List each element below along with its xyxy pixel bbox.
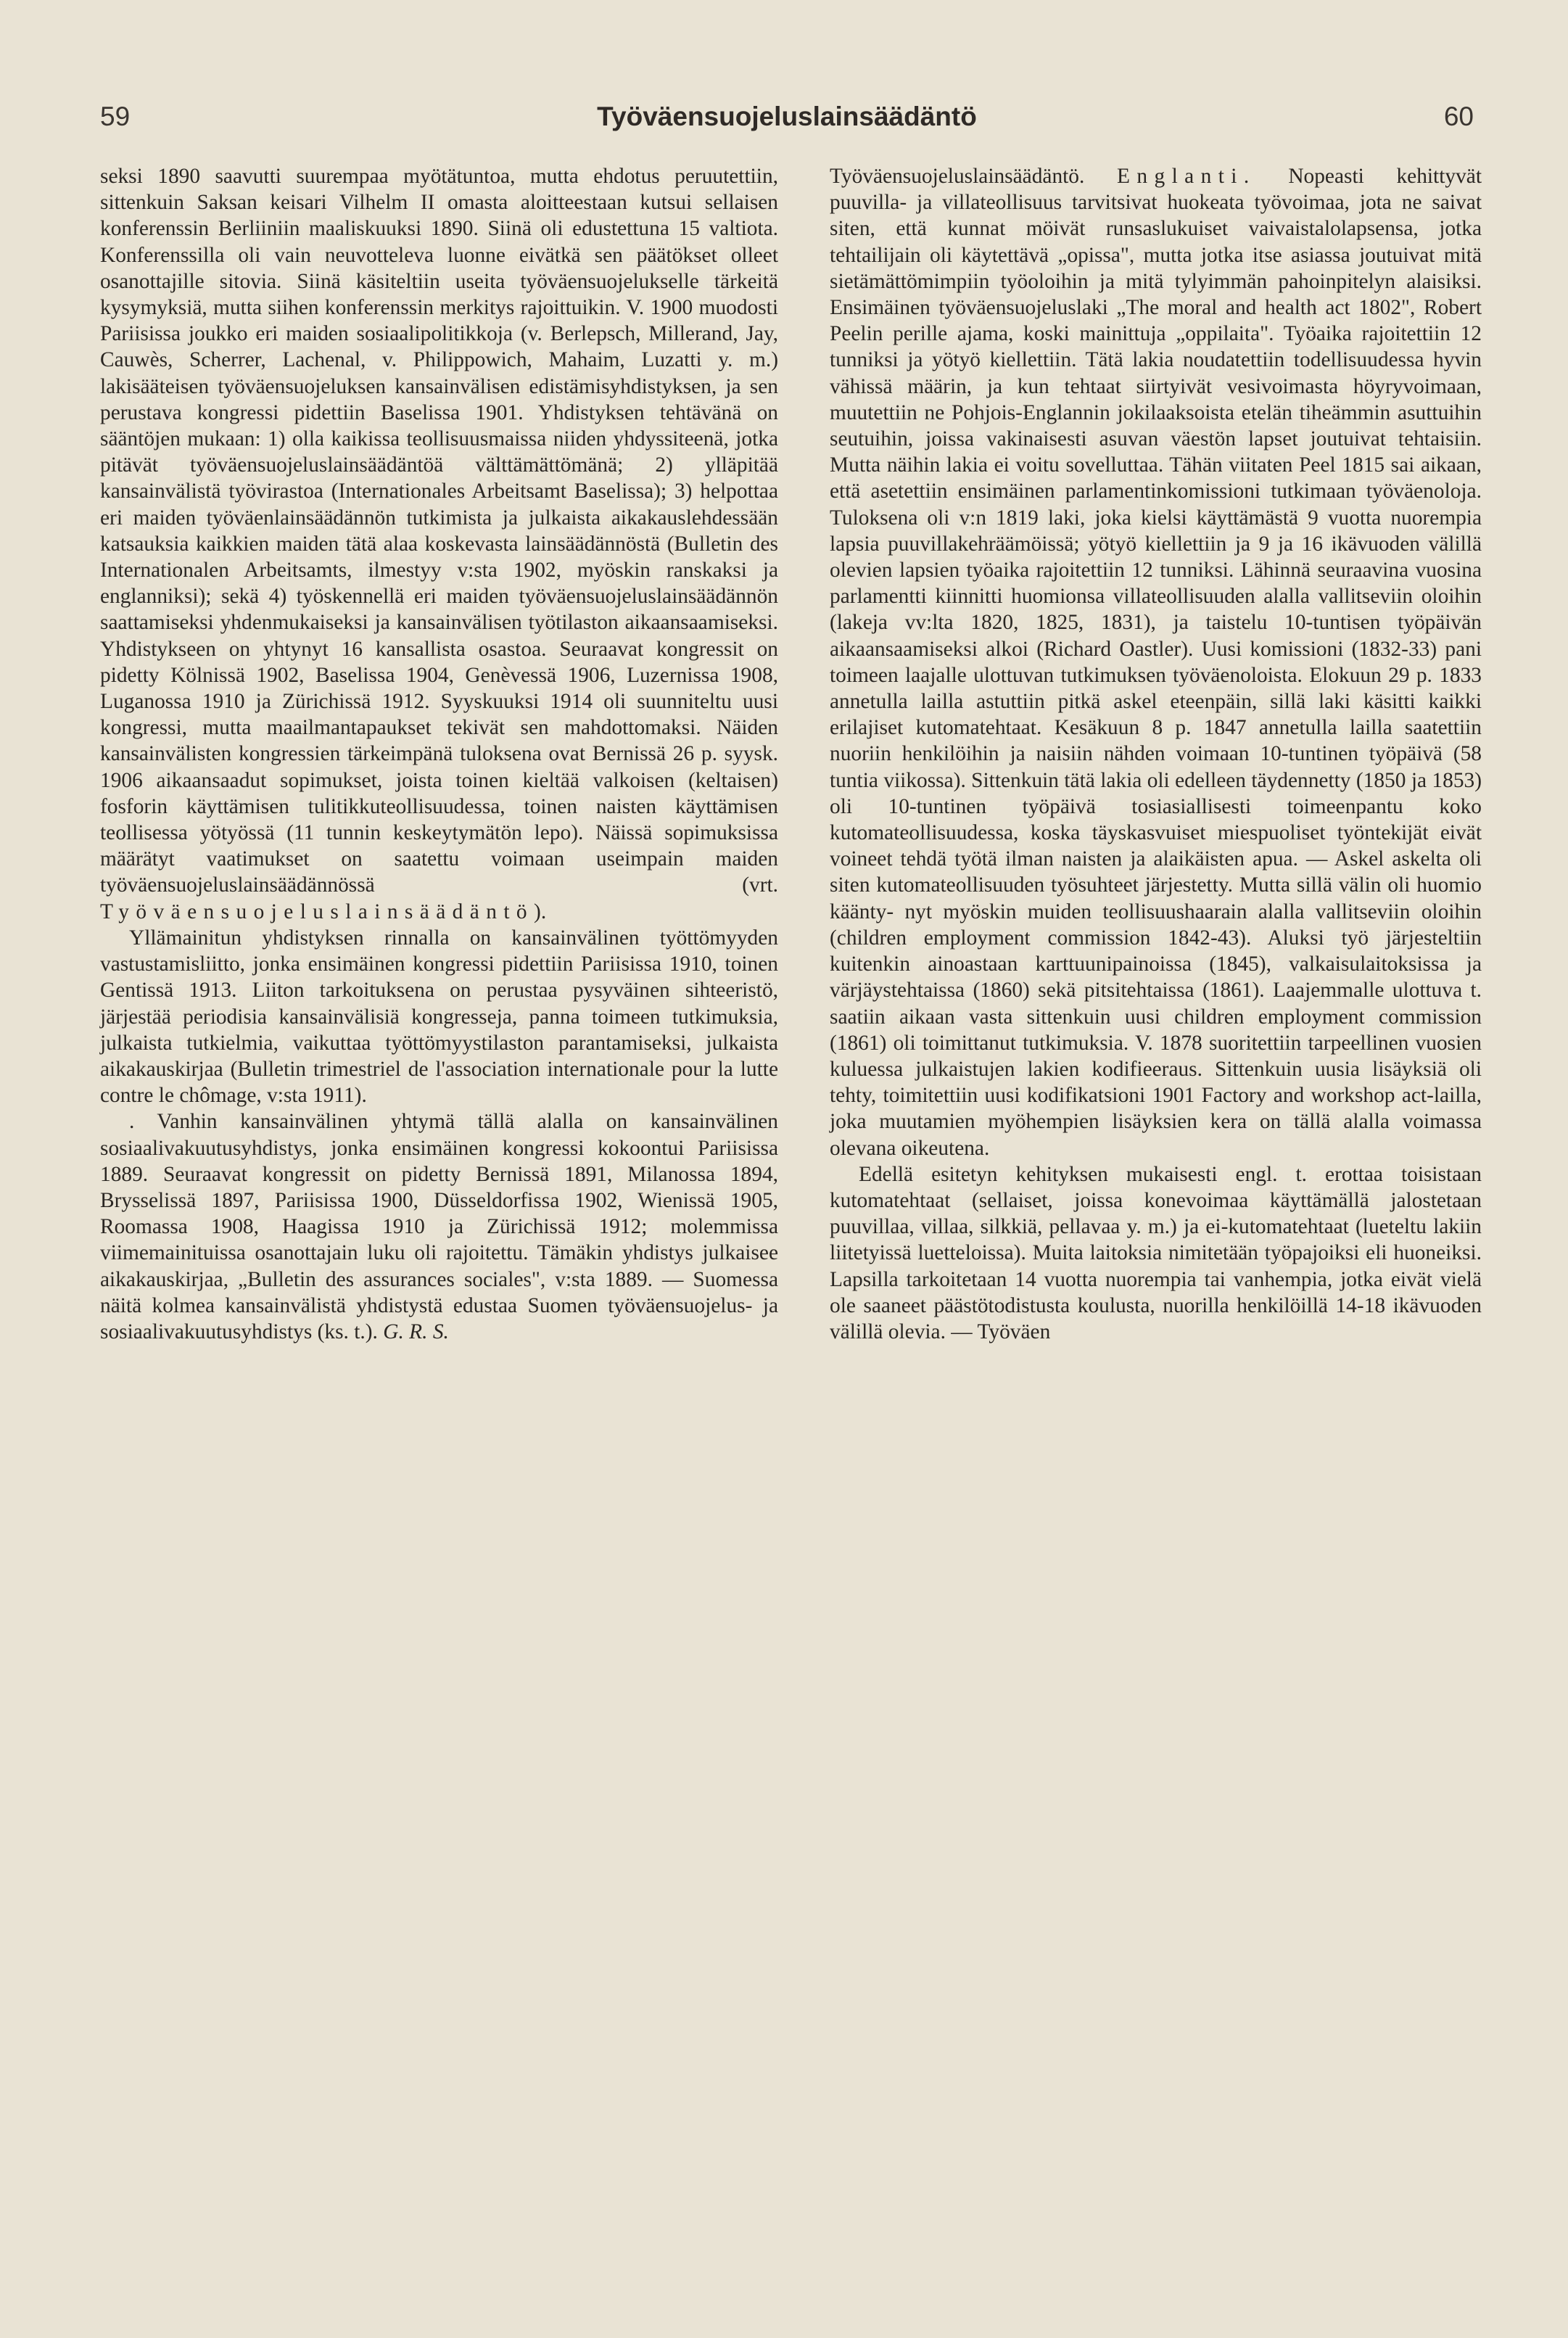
right-column xyxy=(830,163,1482,1345)
page-header xyxy=(100,102,1474,145)
page-number-left: 59 xyxy=(100,102,131,131)
right-paragraph-1-text: Nopeasti kehittyvät puuvilla- ja villateollisuus tarvitsivat huokeata työvoimaa, jota ne saivat siten, että kunnat möivät runsaslukuiset vaivaistalolapsensa, jotka tehtailijain oli käytettävä „opissa", mutta jotka itse asiassa joutuivat mitä sietämättömimpiin työoloihin ja mitä tylyimmän pahoinpitelyn alaisiksi. Ensimäinen työväensuojeluslaki „The moral and health act 1802", Robert Peelin perille ajama, koski mainittuja „oppilaita". Työaika rajoitettiin 12 tunniksi ja yötyö kiellettiin. Tätä lakia noudatettiin todellisuudessa hyvin vähissä määrin, ja kun tehtaat siirtyivät vesivoimasta höyryvoimaan, muutettiin ne Pohjois-Englannin jokilaaksoista etelän tiheämmin asuttuihin seutuihin, joissa vakinaisesti asuvan väestön lapset joutuivat tehtaisiin. Mutta näihin lakia ei voitu sovelluttaa. Tähän viitaten Peel 1815 sai aikaan, että asetettiin ensimäinen parlamentinkomissioni tutkimaan työväenoloja. Tuloksena oli v:n 1819 laki, joka kielsi käyttämästä 9 vuotta nuorempia lapsia puuvillakehräämöissä; yötyö kiellettiin ja 9 ja 16 ikävuoden välillä olevien lapsien työaika rajoitettiin 12 tunniksi. Lähinnä seuraavina vuosina parlamentti kiinnitti huomionsa villateollisuuden alalla vallitseviin oloihin (lakeja vv:lta 1820, 1825, 1831), ja taistelu 10-tuntisen työpäivän aikaansaamiseksi alkoi (Richard Oastler). Uusi komissioni (1832-33) pani toimeen laajalle ulottuvan tutkimuksen työväenoloista. Elokuun 29 p. 1833 annetulla lailla astuttiin pitkä askel eteenpäin, sillä laki käsitti kaikki erilajiset kutomatehtaat. Kesäkuun 8 p. 1847 annetulla lailla saatettiin nuoriin henkilöihin ja naisiin nähden voimaan 10-tuntinen työpäivä (58 tuntia viikossa). Sittenkuin tätä lakia oli edelleen täydennetty (1850 ja 1853) oli 10-tuntinen työpäivä tosiasiallisesti toimeenpantu koko kutomateollisuudessa, koska täyskasvuiset miespuoliset työntekijät eivät voineet tehdä työtä ilman naisten ja alaikäisten apua. — Askel askelta oli siten kutomateollisuuden työsuhteet järjestetty. Mutta sillä välin oli huomio käänty- nyt myöskin muiden teollisuushaarain alalla vallitseviin oloihin (children employment commission 1842-43). Aluksi työ järjesteltiin kuitenkin ainoastaan karttuunipainoissa (1845), valkaisulaitoksissa ja värjäystehtaissa (1860) sekä pitsitehtaissa (1861). Laajemmalle ulottuva t. saatiin aikaan vasta sittenkuin uusi children employment commission (1861) oli toimittanut tutkimuksia. V. 1878 suoritettiin tarpeellinen vuosien kuluessa julkaistujen lakien kodifieeraus. Sittenkuin uusia lisäyksiä oli tehty, toimitettiin uusi kodifikatsioni 1901 Factory and workshop act-lailla, joka muutamien myöhempien lisäyksien kera on tällä alalla voimassa olevana oikeutena. xyxy=(830,165,1482,1160)
left-paragraph-3-text: . Vanhin kansainvälinen yhtymä tällä alalla on kansainvälinen sosiaalivakuutusyhdistys, jonka ensimäinen kongressi kokoontui Pariisissa 1889. Seuraavat kongressit on pidetty Bernissä 1891, Milanossa 1894, Brysselissä 1897, Pariisissa 1900, Düsseldorfissa 1902, Wienissä 1905, Roomassa 1908, Haagissa 1910 ja Zürichissä 1912; molemmissa viimemainituissa osanottajain luku oli rajoitettu. Tämäkin yhdistys julkaisee aikakauskirjaa, „Bulletin des assurances sociales", v:sta 1889. — Suomessa näitä kolmea kansainvälistä yhdistystä edustaa Suomen työväensuojelus- ja sosiaalivakuutusyhdistys (ks. t.). xyxy=(100,1110,778,1343)
cross-reference: Työväensuojeluslainsäädäntö xyxy=(100,900,535,923)
right-paragraph-2: Edellä esitetyn kehityksen mukaisesti engl. t. erottaa toisistaan kutomatehtaat (sellaiset, joissa konevoimaa käyttämällä jalostetaan puuvillaa, villaa, silkkiä, pellavaa y. m.) ja ei-kutomatehtaat (lueteltu lakiin liitetyissä luetteloissa). Muita laitoksia nimitetään työpajoiksi eli huoneiksi. Lapsilla tarkoitetaan 14 vuotta nuorempia tai vanhempia, jotka eivät vielä ole saaneet päästötodistusta koulusta, nuorilla henkilöillä 14-18 ikävuoden välillä olevia. — Työväen xyxy=(830,1162,1482,1343)
right-paragraph-1 xyxy=(830,163,1482,1161)
left-paragraph-1-text: seksi 1890 saavutti suurempaa myötätuntoa, mutta ehdotus peruutettiin, sittenkuin Saksan keisari Vilhelm II omasta aloitteestaan kutsui sellaisen konferenssin Berliiniin maaliskuuksi 1890. Siinä oli edustettuna 15 valtiota. Konferenssilla oli vain neuvotteleva luonne eivätkä sen päätökset olleet osanottajille sitovia. Siinä käsiteltiin useita työväensuojelukselle tärkeitä kysymyksiä, mutta siihen konferenssin merkitys rajoittuikin. V. 1900 muodosti Pariisissa joukko eri maiden sosiaalipolitikkoja (v. Berlepsch, Millerand, Jay, Cauwès, Scherrer, Lachenal, v. Philippowich, Mahaim, Luzatti y. m.) lakisääteisen työväensuojeluksen kansainvälisen edistämisyhdistyksen, ja sen perustava kongressi pidettiin Baselissa 1901. Yhdistyksen tehtävänä on sääntöjen mukaan: 1) olla kaikissa teollisuusmaissa niiden yhdyssiteenä, jotka pitävät työväensuojeluslainsäädäntöä välttämättömänä; 2) ylläpitää kansainvälistä työvirastoa (Internationales Arbeitsamt Baselissa); 3) helpottaa eri maiden työväenlainsäädännön tutkimista ja julkaista aikakauslehdessään katsauksia kaikkien maiden tätä alaa koskevasta lainsäädännöstä (Bulletin des Internationalen Arbeitsamts, ilmestyy v:sta 1902, myöskin ranskaksi ja englanniksi); sekä 4) työskennellä eri maiden työväensuojeluslainsäädännön saattamiseksi yhdenmukaiseksi ja kansainvälisen työtilaston aikaansaamiseksi. Yhdistykseen on yhtynyt 16 kansallista osastoa. Seuraavat kongressit on pidetty Kölnissä 1902, Baselissa 1904, Genèvessä 1906, Luzernissa 1908, Luganossa 1910 ja Zürichissä 1912. Syyskuuksi 1914 oli suunniteltu uusi kongressi, mutta maailmantapaukset tekivät sen mahdottomaksi. Näiden kansainvälisten kongressien tärkeimpänä tuloksena ovat Bernissä 26 p. syysk. 1906 aikaansaadut sopimukset, joista toinen kieltää valkoisen (keltaisen) fosforin käyttämisen tulitikkuteollisuudessa, toinen naisten käyttämisen teollisessa yötyössä (11 tunnin keskeytymätön lepo). Näissä sopimuksissa määrätyt vaatimukset on saatettu voimaan useimpain maiden työväensuojeluslainsäädännössä (vrt. xyxy=(100,165,778,897)
author-signature: G. R. S. xyxy=(383,1320,449,1343)
left-paragraph-2: Yllämainitun yhdistyksen rinnalla on kansainvälinen työttömyyden vastustamisliitto, jonka ensimäinen kongressi pidettiin Pariisissa 1910, toinen Gentissä 1913. Liiton tarkoituksena on perustaa pysyväinen sihteeristö, järjestää periodisia kansainvälisiä kongresseja, panna toimeen tutkimuksia, julkaista tutkielmia, vaikuttaa työttömyystilaston parantamiseksi, julkaista aikakauskirjaa (Bulletin trimestriel de l'association internationale pour la lutte contre le chômage, v:sta 1911). xyxy=(100,926,778,1108)
left-column xyxy=(100,163,778,1345)
left-paragraph-3 xyxy=(100,1108,778,1345)
left-paragraph-1 xyxy=(100,163,778,925)
left-paragraph-1-end: ). xyxy=(534,900,547,923)
country-heading: Englanti. xyxy=(1117,165,1256,188)
running-title: Työväensuojeluslainsäädäntö xyxy=(597,102,977,131)
article-heading: Työväensuojeluslainsäädäntö. xyxy=(830,165,1085,188)
page-number-right: 60 xyxy=(1443,102,1474,131)
